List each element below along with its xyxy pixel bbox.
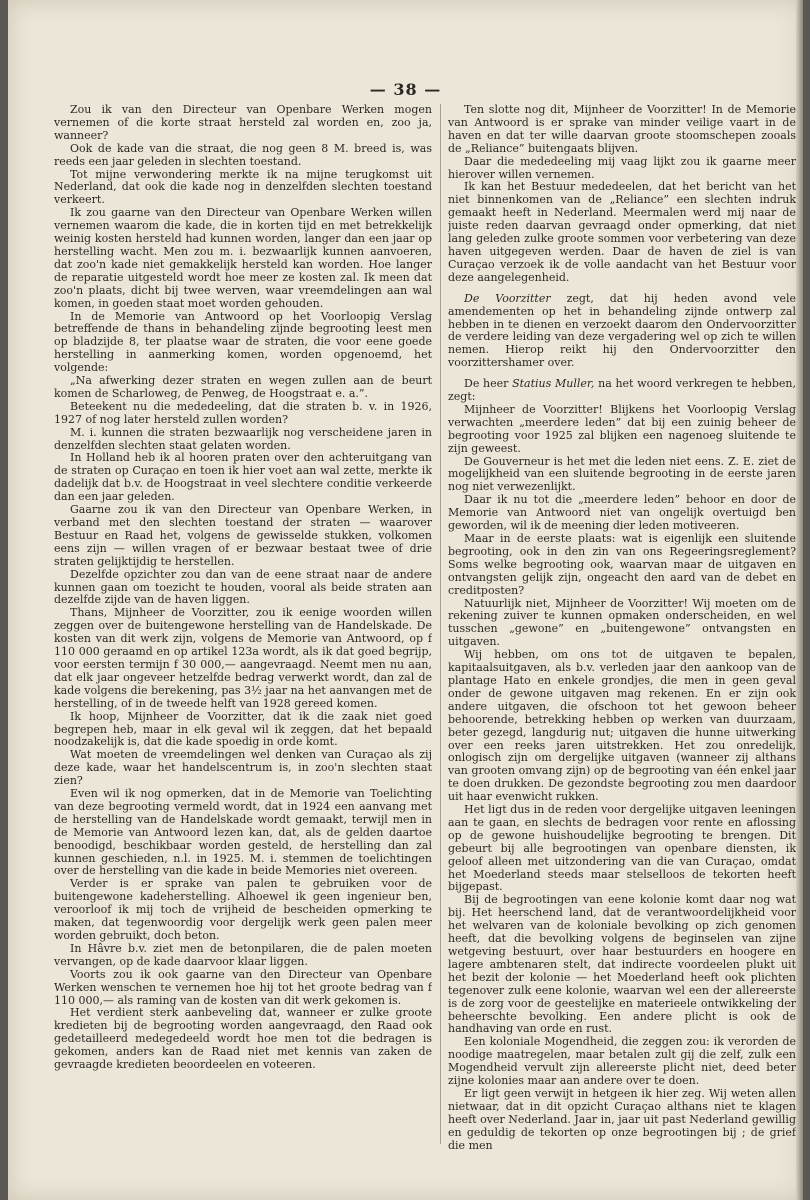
paragraph: Het ligt dus in de reden voor dergelijke uitgaven leeningen aan te gaan, en slechts de bedragen voor rente en aflossing op de gewone huishoudelijke begrooting te brengen. Dit gebeurt bij alle begrootingen van openbare diensten, ik geloof alleen met uitzondering van die van Curaçao, omdat het Moederland steeds maar stelselloos de tekorten heeft bijgepast. xyxy=(448,803,796,894)
speaker-prefix: De heer xyxy=(464,377,509,391)
paragraph: Er ligt geen verwijt in hetgeen ik hier zeg. Wij weten allen nietwaar, dat in dit opzicht Curaçao althans niet te klagen heeft over Nederland. Jaar in, jaar uit past Nederland gewillig en geduldig de tekorten op onze begrootingen bij ; de grief die men xyxy=(448,1086,796,1152)
speaker-text: na het woord verkregen te hebben, zegt: xyxy=(448,377,796,404)
paragraph: Maar in de eerste plaats: wat is eigenlijk een sluitende begrooting, ook in den zin van ons Regeeringsreglement? Soms welke begrooting ook, waarvan maar de uitgaven en ontvangsten gelijk zijn, ongeacht den aard van de debet en creditposten? xyxy=(448,532,796,597)
paragraph: Natuurlijk niet, Mijnheer de Voorzitter! Wij moeten om de rekening zuiver te kunnen opmaken onderscheiden, en wel tusschen „gewone” en „buitengewone” ontvangsten en uitgaven. xyxy=(448,596,796,649)
speaker-paragraph-muller xyxy=(448,378,796,404)
paragraph: Ik kan het Bestuur mededeelen, dat het bericht van het niet binnenkomen van de „Reliance” een slechten indruk gemaakt heeft in Nederland. Meermalen werd mij naar de juiste reden daarvan gevraagd onder opmerking, dat niet lang geleden zulke groote sommen voor verbetering van deze haven uitgegeven werden. Daar de haven de ziel is van Curaçao verzoek ik de volle aandacht van het Bestuur voor deze aangelegenheid. xyxy=(448,180,796,284)
paragraph: Ik hoop, Mijnheer de Voorzitter, dat ik die zaak niet goed begrepen heb, maar in elk geval wil ik zeggen, dat het bepaald noodzakelijk is, dat die kade spoedig in orde komt. xyxy=(54,709,432,749)
paragraph: Dezelfde opzichter zou dan van de eene straat naar de andere kunnen gaan om toezicht te houden, vooral als beide straten aan dezelfde zijde van de haven liggen. xyxy=(54,567,432,607)
speaker-paragraph-voorzitter xyxy=(448,293,796,370)
paragraph: Bij de begrootingen van eene kolonie komt daar nog wat bij. Het heerschend land, dat de verantwoordelijkheid voor het welvaren van de koloniale bevolking op zich genomen heeft, dat die bevolking volgens de beginselen van zijne wetgeving bestuurt, over haar bestuurders en hoogere en lagere ambtenaren stelt, dat indirecte voordeelen plukt uit het bezit der kolonie — het Moederland heeft ook plichten tegenover zulk eene kolonie, waarvan wel een der allereerste is de zorg voor de geestelijke en materieele ontwikkeling der beheerschte bevolking. Een andere plicht is ook de handhaving van orde en rust. xyxy=(448,893,796,1036)
paragraph: Mijnheer de Voorzitter! Blijkens het Voorloopig Verslag verwachten „meerdere leden” dat bij een zuinig beheer de begrooting voor 1925 zal blijken een nagenoeg sluitende te zijn geweest. xyxy=(448,402,796,455)
paragraph: Wij hebben, om ons tot de uitgaven te bepalen, kapitaalsuitgaven, als b.v. verleden jaar den aankoop van de plantage Hato en enkele grondjes, die men in geen geval onder de gewone uitgaven mag rekenen. En er zijn ook andere uitgaven, die ofschoon tot het gewoon beheer behoorende, betrekking hebben op werken van duurzaam, beter gezegd, langdurig nut; uitgaven die hunne uitwerking over een reeks jaren uitstrekken. Het zou onredelijk, onlogisch zijn om dergelijke uitgaven (wanneer zij althans van grooten omvang zijn) op de begrooting van één enkel jaar te doen drukken. De gezondste begrooting zou men daardoor uit haar evenwicht rukken. xyxy=(448,648,796,804)
right-column xyxy=(448,104,796,1164)
paragraph: Verder is er sprake van palen te gebruiken voor de buitengewone kadeherstelling. Alhoewel ik geen ingenieur ben, veroorloof ik mij toch de vrijheid de bescheiden opmerking te maken, dat tegenwoordig voor dergelijk werk geen palen meer worden gebruikt, doch beton. xyxy=(54,877,432,942)
page-number: — 38 — xyxy=(369,80,442,99)
paragraph: Een koloniale Mogendheid, die zeggen zou: ik verorden de noodige maatregelen, maar betalen zult gij die zelf, zulk een Mogendheid vervult zijn allereerste plicht niet, deed beter zijne kolonies maar aan andere over te doen. xyxy=(448,1035,796,1088)
paragraph: M. i. kunnen die straten bezwaarlijk nog verscheidene jaren in denzelfden slechten staat gelaten worden. xyxy=(54,425,432,452)
paragraph: Thans, Mijnheer de Voorzitter, zou ik eenige woorden willen zeggen over de buitengewone herstelling van de Handelskade. De kosten van dit werk zijn, volgens de Memorie van Antwoord, op f 110 000 geraamd en op artikel 123a wordt, als ik dat goed begrijp, voor eersten termijn f 30 000,— aangevraagd. Neemt men nu aan, dat elk jaar ongeveer hetzelfde bedrag verwerkt wordt, dan zal de kade volgens die berekening, pas 3½ jaar na het aanvangen met de herstelling, of in de tweede helft van 1928 gereed komen. xyxy=(54,606,432,710)
paragraph: Ik zou gaarne van den Directeur van Openbare Werken willen vernemen waarom die kade, die in korten tijd en met betrekkelijk weinig kosten hersteld had kunnen worden, langer dan een jaar op herstelling wacht. Men zou m. i. bezwaarlijk kunnen aanvoeren, dat zoo'n kade niet gemakkelijk hersteld kan worden. Hoe langer de reparatie uitgesteld wordt hoe meer ze kosten zal. Ik meen dat zoo'n plaats, dicht bij twee werven, waar vreemdelingen aan wal komen, in goeden staat moet worden gehouden. xyxy=(54,206,432,310)
paragraph: In Hâvre b.v. ziet men de betonpilaren, die de palen moeten vervangen, op de kade daarvoor klaar liggen. xyxy=(54,941,432,968)
paragraph: In Holland heb ik al hooren praten over den achteruitgang van de straten op Curaçao en toen ik hier voet aan wal zette, merkte ik dadelijk dat b.v. de Hoogstraat in veel slechtere conditie verkeerde dan een jaar geleden. xyxy=(54,451,432,504)
paragraph: Zou ik van den Directeur van Openbare Werken mogen vernemen of die korte straat hersteld zal worden en, zoo ja, wanneer? xyxy=(54,104,432,142)
speaker-text: zegt, dat hij heden avond vele amendementen op het in behandeling zijnde ontwerp zal hebben in te dienen en verzoekt daarom den Ondervoorzitter de verdere leiding van deze vergadering wel op zich te willen nemen. Hierop reikt hij den Ondervoorzitter den voorzittershamer over. xyxy=(448,291,796,370)
column-divider xyxy=(440,104,441,1144)
speaker-name: De Voorzitter xyxy=(464,291,551,305)
paragraph: In de Memorie van Antwoord op het Voorloopig Verslag betreffende de thans in behandeling zijnde begrooting leest men op bladzijde 8, ter plaatse waar de straten, die voor eene goede herstelling in aanmerking komen, worden opgenoemd, het volgende: xyxy=(54,309,432,375)
paragraph: Wat moeten de vreemdelingen wel denken van Curaçao als zij deze kade, waar het handelscentrum is, in zoo'n slechten staat zien? xyxy=(54,748,432,788)
paragraph: „Na afwerking dezer straten en wegen zullen aan de beurt komen de Scharloweg, de Penweg, de Hoogstraat e. a.”. xyxy=(54,374,432,400)
paragraph: De Gouverneur is het met die leden niet eens. Z. E. ziet de mogelijkheid van een sluitende begrooting in de eerste jaren nog niet verwezenlijkt. xyxy=(448,454,796,494)
speaker-name: Statius Muller, xyxy=(512,377,595,391)
page-sheet xyxy=(8,0,803,1200)
paragraph: Het verdient sterk aanbeveling dat, wanneer er zulke groote kredieten bij de begrooting worden aangevraagd, den Raad ook gedetailleerd medegedeeld wordt hoe men tot die bedragen is gekomen, anders kan de Raad niet met kennis van zaken de gevraagde kredieten beoordeelen en voteeren. xyxy=(54,1006,432,1072)
paragraph: Even wil ik nog opmerken, dat in de Memorie van Toelichting van deze begrooting vermeld wordt, dat in 1924 een aanvang met de herstelling van de Handelskade wordt gemaakt, terwijl men in de Memorie van Antwoord lezen kan, dat, als de gelden daartoe benoodigd, beschikbaar worden gesteld, de herstelling dan zal kunnen geschieden, n.l. in 1925. M. i. stemmen de toelichtingen over de herstelling van die kade in beide Memories niet overeen. xyxy=(54,787,432,878)
paragraph: Ook de kade van die straat, die nog geen 8 M. breed is, was reeds een jaar geleden in slechten toestand. xyxy=(54,141,432,168)
paragraph: Daar ik nu tot die „meerdere leden” behoor en door de Memorie van Antwoord niet van ongelijk overtuigd ben geworden, wil ik de meening dier leden motiveeren. xyxy=(448,493,796,533)
paragraph: Tot mijne verwondering merkte ik na mijne terugkomst uit Nederland, dat ook die kade nog in denzelfden slechten toestand verkeert. xyxy=(54,167,432,207)
page-edge xyxy=(796,0,803,1200)
left-column xyxy=(54,104,432,1164)
paragraph: Daar die mededeeling mij vaag lijkt zou ik gaarne meer hierover willen vernemen. xyxy=(448,154,796,181)
paragraph: Beteekent nu die mededeeling, dat die straten b. v. in 1926, 1927 of nog later hersteld zullen worden? xyxy=(54,399,432,426)
paragraph: Voorts zou ik ook gaarne van den Directeur van Openbare Werken wenschen te vernemen hoe hij tot het groote bedrag van f 110 000,— als raming van de kosten van dit werk gekomen is. xyxy=(54,967,432,1007)
paragraph: Gaarne zou ik van den Directeur van Openbare Werken, in verband met den slechten toestand der straten — waarover Bestuur en Raad het, volgens de gewisselde stukken, volkomen eens zijn — willen vragen of er bezwaar bestaat twee of drie straten gelijktijdig te herstellen. xyxy=(54,503,432,568)
paragraph: Ten slotte nog dit, Mijnheer de Voorzitter! In de Memorie van Antwoord is er sprake van minder veilige vaart in de haven en dat ter wille daarvan groote stoomschepen zooals de „Reliance” buitengaats blijven. xyxy=(448,104,796,155)
